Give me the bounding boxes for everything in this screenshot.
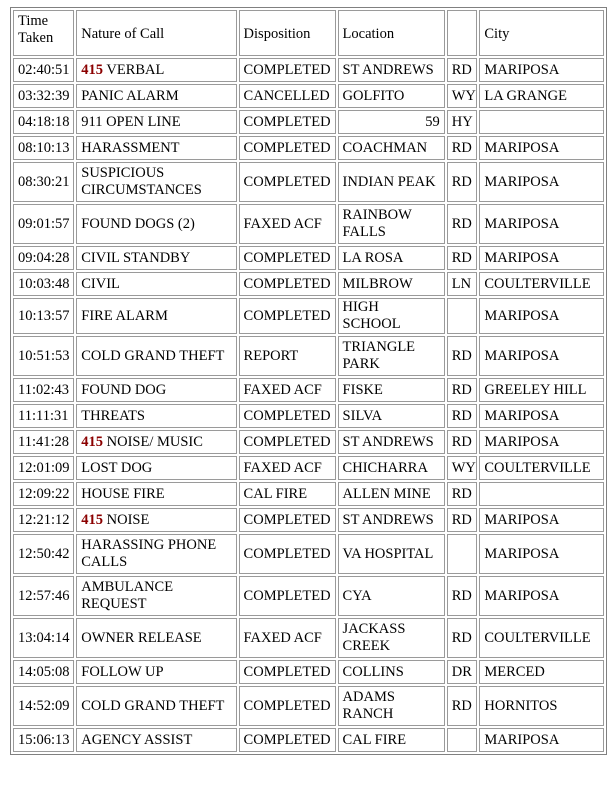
call-nature-text: VERBAL (106, 61, 165, 78)
cell-location: ST ANDREWS (338, 508, 445, 532)
call-nature-text: THREATS (81, 407, 145, 424)
table-row (13, 84, 604, 108)
call-nature-text: NOISE (106, 511, 150, 528)
cell-suffix: RD (447, 136, 478, 160)
cell-location: VA HOSPITAL (338, 534, 445, 574)
cell-city: HORNITOS (479, 686, 604, 726)
cell-nature (76, 336, 236, 376)
table-row (13, 404, 604, 428)
call-nature-text: AMBULANCE REQUEST (81, 579, 174, 612)
call-nature-text: FIRE ALARM (81, 307, 168, 324)
call-nature-text: CIVIL STANDBY (81, 249, 191, 266)
table-row (13, 728, 604, 752)
cell-time: 10:03:48 (13, 272, 74, 296)
cell-disposition: FAXED ACF (239, 378, 336, 402)
header-nature: Nature of Call (76, 10, 236, 56)
cell-city: MARIPOSA (479, 204, 604, 244)
cell-time: 12:21:12 (13, 508, 74, 532)
cell-suffix: RD (447, 336, 478, 376)
cell-nature (76, 162, 236, 202)
cell-nature (76, 110, 236, 134)
cell-time: 12:01:09 (13, 456, 74, 480)
call-nature-text: COLD GRAND THEFT (81, 697, 225, 714)
cell-city: MARIPOSA (479, 336, 604, 376)
cell-location: CHICHARRA (338, 456, 445, 480)
table-row (13, 508, 604, 532)
call-nature-text: PANIC ALARM (81, 87, 179, 104)
cell-suffix: RD (447, 246, 478, 270)
cell-nature (76, 378, 236, 402)
call-nature-text: COLD GRAND THEFT (81, 347, 225, 364)
cell-disposition: COMPLETED (239, 110, 336, 134)
table-row (13, 298, 604, 334)
cell-time: 15:06:13 (13, 728, 74, 752)
cell-time: 12:50:42 (13, 534, 74, 574)
cell-city: MARIPOSA (479, 534, 604, 574)
cell-time: 14:52:09 (13, 686, 74, 726)
cell-suffix: RD (447, 162, 478, 202)
cell-disposition: COMPLETED (239, 162, 336, 202)
cell-location: 59 (338, 110, 445, 134)
cell-suffix: DR (447, 660, 478, 684)
table-row (13, 58, 604, 82)
cell-location: RAINBOW FALLS (338, 204, 445, 244)
cell-city: MARIPOSA (479, 136, 604, 160)
cell-nature (76, 298, 236, 334)
cell-suffix (447, 298, 478, 334)
call-nature-text: HARASSMENT (81, 139, 180, 156)
cell-suffix: HY (447, 110, 478, 134)
cell-city: COULTERVILLE (479, 456, 604, 480)
cell-city: MERCED (479, 660, 604, 684)
cell-disposition: COMPLETED (239, 728, 336, 752)
call-log-sheet (10, 7, 607, 755)
cell-suffix: RD (447, 576, 478, 616)
cell-city: MARIPOSA (479, 298, 604, 334)
header-time: Time Taken (13, 10, 74, 56)
table-row (13, 618, 604, 658)
call-nature-text: FOUND DOGS (2) (81, 215, 195, 232)
cell-city (479, 110, 604, 134)
cell-location: LA ROSA (338, 246, 445, 270)
call-nature-text: SUSPICIOUS CIRCUMSTANCES (81, 165, 202, 198)
cell-suffix: LN (447, 272, 478, 296)
cell-disposition: COMPLETED (239, 508, 336, 532)
call-log-table (10, 7, 607, 755)
cell-time: 10:51:53 (13, 336, 74, 376)
cell-suffix: RD (447, 378, 478, 402)
call-nature-text: AGENCY ASSIST (81, 731, 193, 748)
cell-suffix: WY (447, 456, 478, 480)
cell-disposition: COMPLETED (239, 136, 336, 160)
cell-time: 08:10:13 (13, 136, 74, 160)
cell-time: 09:04:28 (13, 246, 74, 270)
table-row (13, 246, 604, 270)
cell-nature (76, 456, 236, 480)
cell-nature (76, 728, 236, 752)
cell-location: SILVA (338, 404, 445, 428)
table-row (13, 378, 604, 402)
cell-location: HIGH SCHOOL (338, 298, 445, 334)
table-row (13, 534, 604, 574)
cell-disposition: COMPLETED (239, 686, 336, 726)
header-suffix (447, 10, 478, 56)
cell-location: CYA (338, 576, 445, 616)
cell-location: ALLEN MINE (338, 482, 445, 506)
cell-disposition: COMPLETED (239, 246, 336, 270)
cell-city: MARIPOSA (479, 162, 604, 202)
table-row (13, 110, 604, 134)
cell-suffix: RD (447, 508, 478, 532)
cell-nature (76, 534, 236, 574)
cell-time: 09:01:57 (13, 204, 74, 244)
cell-time: 13:04:14 (13, 618, 74, 658)
cell-time: 02:40:51 (13, 58, 74, 82)
cell-city: MARIPOSA (479, 246, 604, 270)
cell-nature (76, 618, 236, 658)
cell-city: MARIPOSA (479, 508, 604, 532)
header-row (13, 10, 604, 56)
table-row (13, 686, 604, 726)
cell-suffix: RD (447, 686, 478, 726)
cell-disposition: COMPLETED (239, 660, 336, 684)
cell-city (479, 482, 604, 506)
cell-suffix: RD (447, 58, 478, 82)
call-code: 415 (81, 61, 103, 78)
cell-disposition: REPORT (239, 336, 336, 376)
call-nature-text: FOLLOW UP (81, 663, 164, 680)
cell-nature (76, 482, 236, 506)
call-nature-text: NOISE/ MUSIC (106, 433, 203, 450)
cell-disposition: FAXED ACF (239, 618, 336, 658)
call-nature-text: FOUND DOG (81, 381, 167, 398)
cell-disposition: COMPLETED (239, 272, 336, 296)
cell-time: 12:09:22 (13, 482, 74, 506)
cell-suffix: RD (447, 618, 478, 658)
cell-location: ST ANDREWS (338, 430, 445, 454)
cell-location: INDIAN PEAK (338, 162, 445, 202)
call-nature-text: HARASSING PHONE CALLS (81, 537, 217, 570)
cell-disposition: COMPLETED (239, 430, 336, 454)
cell-suffix (447, 728, 478, 752)
cell-location: MILBROW (338, 272, 445, 296)
table-row (13, 660, 604, 684)
cell-city: COULTERVILLE (479, 272, 604, 296)
table-row (13, 482, 604, 506)
header-disposition: Disposition (239, 10, 336, 56)
table-row (13, 336, 604, 376)
cell-suffix (447, 534, 478, 574)
cell-location: COACHMAN (338, 136, 445, 160)
cell-location: ADAMS RANCH (338, 686, 445, 726)
cell-nature (76, 84, 236, 108)
cell-nature (76, 246, 236, 270)
table-row (13, 430, 604, 454)
cell-city: LA GRANGE (479, 84, 604, 108)
call-nature-text: OWNER RELEASE (81, 629, 202, 646)
call-nature-text: HOUSE FIRE (81, 485, 165, 502)
cell-city: MARIPOSA (479, 430, 604, 454)
cell-nature (76, 204, 236, 244)
cell-disposition: CANCELLED (239, 84, 336, 108)
cell-time: 08:30:21 (13, 162, 74, 202)
cell-disposition: FAXED ACF (239, 456, 336, 480)
cell-disposition: COMPLETED (239, 534, 336, 574)
cell-nature (76, 58, 236, 82)
call-nature-text: 911 OPEN LINE (81, 113, 181, 130)
cell-time: 11:41:28 (13, 430, 74, 454)
cell-location: COLLINS (338, 660, 445, 684)
cell-location: JACKASS CREEK (338, 618, 445, 658)
cell-location: TRIANGLE PARK (338, 336, 445, 376)
cell-time: 12:57:46 (13, 576, 74, 616)
cell-disposition: FAXED ACF (239, 204, 336, 244)
cell-time: 03:32:39 (13, 84, 74, 108)
cell-disposition: COMPLETED (239, 576, 336, 616)
call-nature-text: LOST DOG (81, 459, 153, 476)
table-row (13, 204, 604, 244)
cell-time: 10:13:57 (13, 298, 74, 334)
cell-time: 14:05:08 (13, 660, 74, 684)
table-row (13, 136, 604, 160)
cell-time: 11:02:43 (13, 378, 74, 402)
cell-city: MARIPOSA (479, 58, 604, 82)
cell-nature (76, 508, 236, 532)
cell-suffix: WY (447, 84, 478, 108)
cell-suffix: RD (447, 404, 478, 428)
table-row (13, 456, 604, 480)
cell-location: CAL FIRE (338, 728, 445, 752)
cell-time: 04:18:18 (13, 110, 74, 134)
call-code: 415 (81, 433, 103, 450)
cell-city: COULTERVILLE (479, 618, 604, 658)
call-code: 415 (81, 511, 103, 528)
table-row (13, 576, 604, 616)
cell-disposition: CAL FIRE (239, 482, 336, 506)
header-city: City (479, 10, 604, 56)
cell-suffix: RD (447, 430, 478, 454)
cell-disposition: COMPLETED (239, 298, 336, 334)
cell-disposition: COMPLETED (239, 404, 336, 428)
cell-location: ST ANDREWS (338, 58, 445, 82)
call-log-body (13, 58, 604, 752)
call-nature-text: CIVIL (81, 275, 120, 292)
cell-city: MARIPOSA (479, 576, 604, 616)
header-location: Location (338, 10, 445, 56)
cell-suffix: RD (447, 482, 478, 506)
cell-location: FISKE (338, 378, 445, 402)
cell-location: GOLFITO (338, 84, 445, 108)
cell-nature (76, 136, 236, 160)
cell-nature (76, 272, 236, 296)
cell-nature (76, 404, 236, 428)
cell-time: 11:11:31 (13, 404, 74, 428)
cell-city: MARIPOSA (479, 728, 604, 752)
table-row (13, 162, 604, 202)
cell-nature (76, 430, 236, 454)
cell-nature (76, 660, 236, 684)
cell-disposition: COMPLETED (239, 58, 336, 82)
cell-nature (76, 686, 236, 726)
cell-suffix: RD (447, 204, 478, 244)
table-row (13, 272, 604, 296)
cell-nature (76, 576, 236, 616)
cell-city: GREELEY HILL (479, 378, 604, 402)
cell-city: MARIPOSA (479, 404, 604, 428)
